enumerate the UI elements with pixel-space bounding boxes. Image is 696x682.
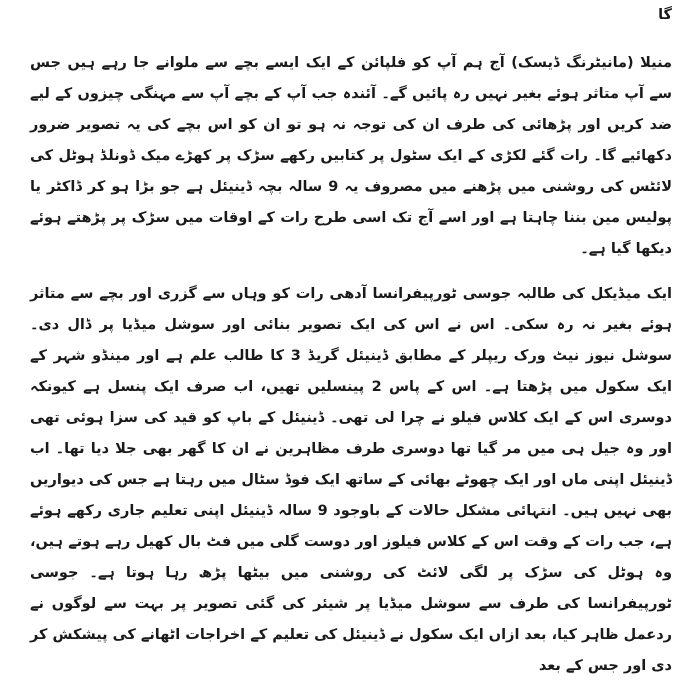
article-paragraph: منیلا (مانیٹرنگ ڈیسک) آج ہم آپ کو فلپائن کے ایک ایسے بچے سے ملوانے جا رہے ہیں جس سے آپ متاثر ہوئے بغیر نہیں رہ پائیں گے۔ آئندہ جب آپ کے بچے آپ سے مہنگی چیزوں کے لیے ضد کریں اور پڑھائی کی طرف ان کی توجہ نہ ہو تو ان کو اس بچے کی یہ تصویر ضرور دکھائیے گا۔ رات گئے لکڑی کے ایک سٹول پر کتابیں رکھے سڑک پر کھڑے میک ڈونلڈ ہوٹل کی لائٹس کی روشنی میں پڑھنے میں مصروف یہ 9 سالہ بچہ ڈینیئل ہے جو بڑا ہو کر ڈاکٹر یا پولیس مین بننا چاہتا ہے اور اسے آج تک اسی طرح رات کے اوقات میں سڑک پر پڑھتے ہوئے دیکھا گیا ہے۔ bbox=[30, 55, 673, 257]
continued-line-fragment: گا bbox=[658, 7, 672, 23]
article-paragraph: ایک میڈیکل کی طالبہ جوسی ٹورپیفرانسا آدھی رات کو وہاں سے گزری اور بچے سے متاثر ہوئے بغیر نہ رہ سکی۔ اس نے اس کی ایک تصویر بنائی اور سوشل میڈیا پر ڈال دی۔ سوشل نیوز نیٹ ورک ریپلر کے مطابق ڈینیئل گریڈ 3 کا طالب علم ہے اور مینڈو شہر کے ایک سکول میں پڑھتا ہے۔ اس کے پاس 2 پینسلیں تھیں، اب صرف ایک پنسل ہے کیونکہ دوسری اس کے ایک کلاس فیلو نے چرا لی تھی۔ ڈینیئل کے باپ کو قید کی سزا ہوئی تھی اور وہ جیل ہی میں مر گیا تھا دوسری طرف مظاہرین نے ان کا گھر بھی جلا دیا تھا۔ اب ڈینیئل اپنی ماں اور ایک چھوٹے بھائی کے ساتھ ایک فوڈ سٹال میں رہتا ہے جس کی دیواریں بھی نہیں ہیں۔ انتہائی مشکل حالات کے باوجود 9 سالہ ڈینیئل اپنی تعلیم جاری رکھے ہوئے ہے، جب رات کے وقت اس کے کلاس فیلوز اور دوست گلی میں فٹ بال کھیل رہے ہوتے ہیں، وہ ہوٹل کی سڑک پر لگی لائٹ کی روشنی میں بیٹھا پڑھ رہا ہوتا ہے۔ جوسی ٹورپیفرانسا کی طرف سے سوشل میڈیا پر شیئر کی گئی تصویر پر بہت سے لوگوں نے ردعمل ظاہر کیا، بعد ازاں ایک سکول نے ڈینیئل کی تعلیم کے اخراجات اٹھانے کی پیشکش کر دی اور جس کے بعد bbox=[30, 286, 672, 674]
